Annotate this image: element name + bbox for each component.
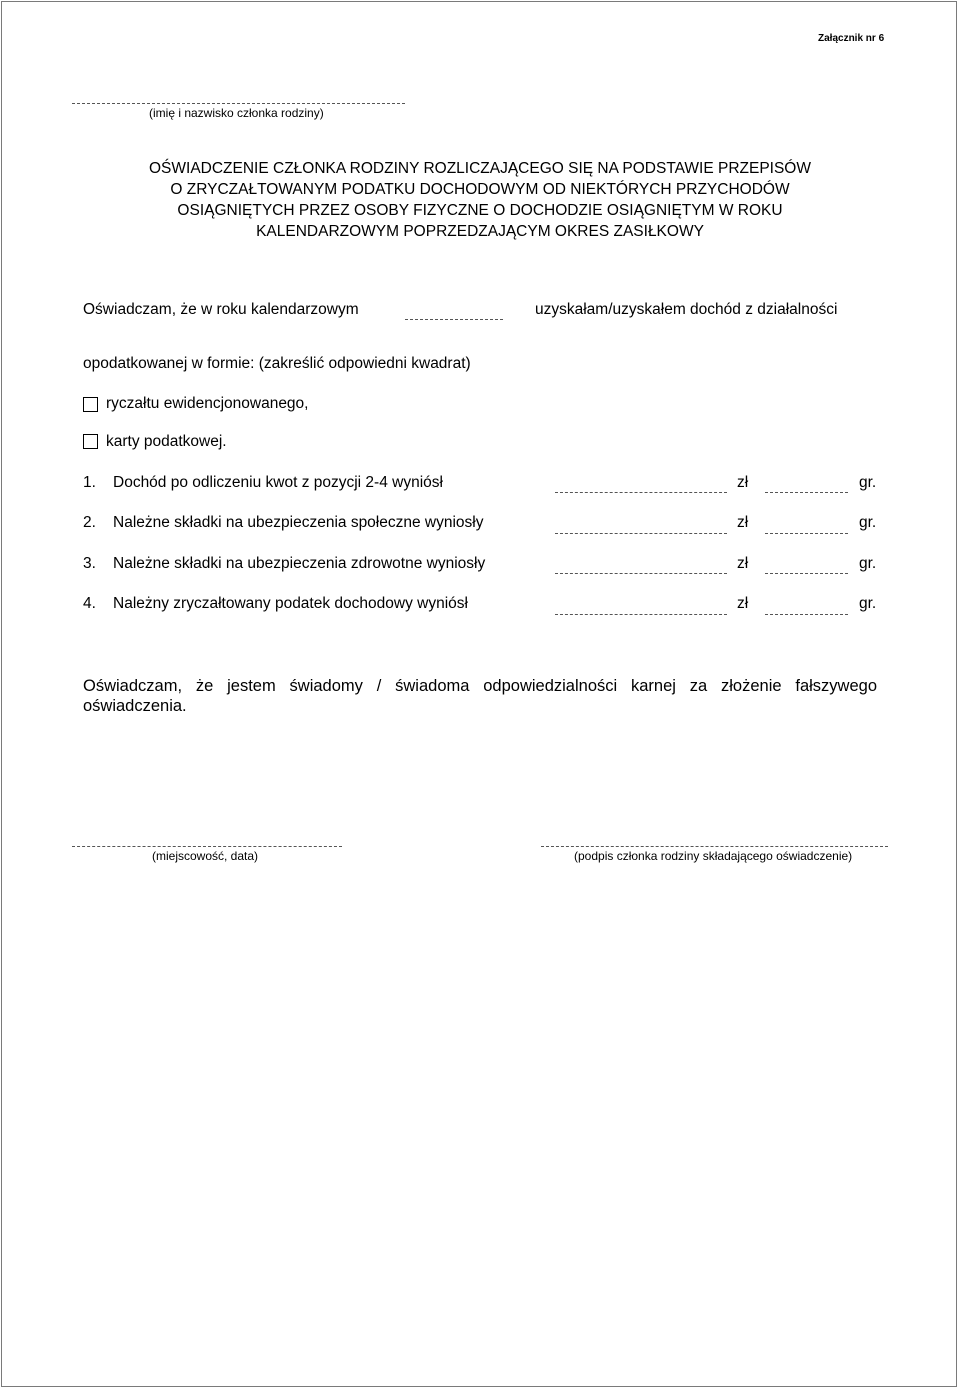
item-number: 4. <box>83 595 96 612</box>
item-text: Należny zryczałtowany podatek dochodowy wyniósł <box>113 595 468 612</box>
statement-intro-right: uzyskałam/uzyskałem dochód z działalności <box>535 301 838 318</box>
option-tax-card-label: karty podatkowej. <box>106 433 227 450</box>
zl-label: zł <box>737 514 749 531</box>
item-zl-field[interactable] <box>555 533 727 534</box>
document-title <box>60 158 900 242</box>
option-flat-rate-label: ryczałtu ewidencjonowanego, <box>106 395 309 412</box>
declaration-text: Oświadczam, że jestem świadomy / świadoma odpowiedzialności karnej za złożenie fałszywego oświadczenia. <box>83 677 877 715</box>
name-caption: (imię i nazwisko członka rodziny) <box>149 106 324 120</box>
annex-label: Załącznik nr 6 <box>818 33 885 44</box>
gr-label: gr. <box>859 595 877 612</box>
zl-label: zł <box>737 555 749 572</box>
item-text: Dochód po odliczeniu kwot z pozycji 2-4 wyniósł <box>113 474 443 491</box>
signature-caption: (podpis członka rodziny składającego oświadczenie) <box>574 849 853 863</box>
title-line-1: OŚWIADCZENIE CZŁONKA RODZINY ROZLICZAJĄCEGO SIĘ NA PODSTAWIE PRZEPISÓW <box>149 160 811 177</box>
item-zl-field[interactable] <box>555 492 727 493</box>
gr-label: gr. <box>859 474 877 491</box>
zl-label: zł <box>737 595 749 612</box>
signature-field[interactable] <box>541 846 888 847</box>
item-gr-field[interactable] <box>765 492 848 493</box>
item-gr-field[interactable] <box>765 614 848 615</box>
item-gr-field[interactable] <box>765 533 848 534</box>
gr-label: gr. <box>859 555 877 572</box>
item-number: 2. <box>83 514 96 531</box>
place-date-caption: (miejscowość, data) <box>152 849 259 863</box>
title-line-3: OSIĄGNIĘTYCH PRZEZ OSOBY FIZYCZNE O DOCHODZIE OSIĄGNIĘTYM W ROKU <box>177 202 783 219</box>
item-text: Należne składki na ubezpieczenia społeczne wyniosły <box>113 514 484 531</box>
item-number: 3. <box>83 555 96 572</box>
checkbox-flat-rate[interactable] <box>83 397 98 412</box>
item-gr-field[interactable] <box>765 573 848 574</box>
form-line: opodatkowanej w formie: (zakreślić odpowiedni kwadrat) <box>83 355 471 372</box>
item-zl-field[interactable] <box>555 614 727 615</box>
statement-intro-left: Oświadczam, że w roku kalendarzowym <box>83 301 359 318</box>
title-line-4: KALENDARZOWYM POPRZEDZAJĄCYM OKRES ZASIŁKOWY <box>256 223 704 240</box>
checkbox-tax-card[interactable] <box>83 434 98 449</box>
item-number: 1. <box>83 474 96 491</box>
name-field[interactable] <box>72 103 405 104</box>
year-field[interactable] <box>405 319 503 320</box>
item-text: Należne składki na ubezpieczenia zdrowotne wyniosły <box>113 555 486 572</box>
place-date-field[interactable] <box>72 846 342 847</box>
zl-label: zł <box>737 474 749 491</box>
title-line-2: O ZRYCZAŁTOWANYM PODATKU DOCHODOWYM OD NIEKTÓRYCH PRZYCHODÓW <box>170 181 790 198</box>
item-zl-field[interactable] <box>555 573 727 574</box>
gr-label: gr. <box>859 514 877 531</box>
